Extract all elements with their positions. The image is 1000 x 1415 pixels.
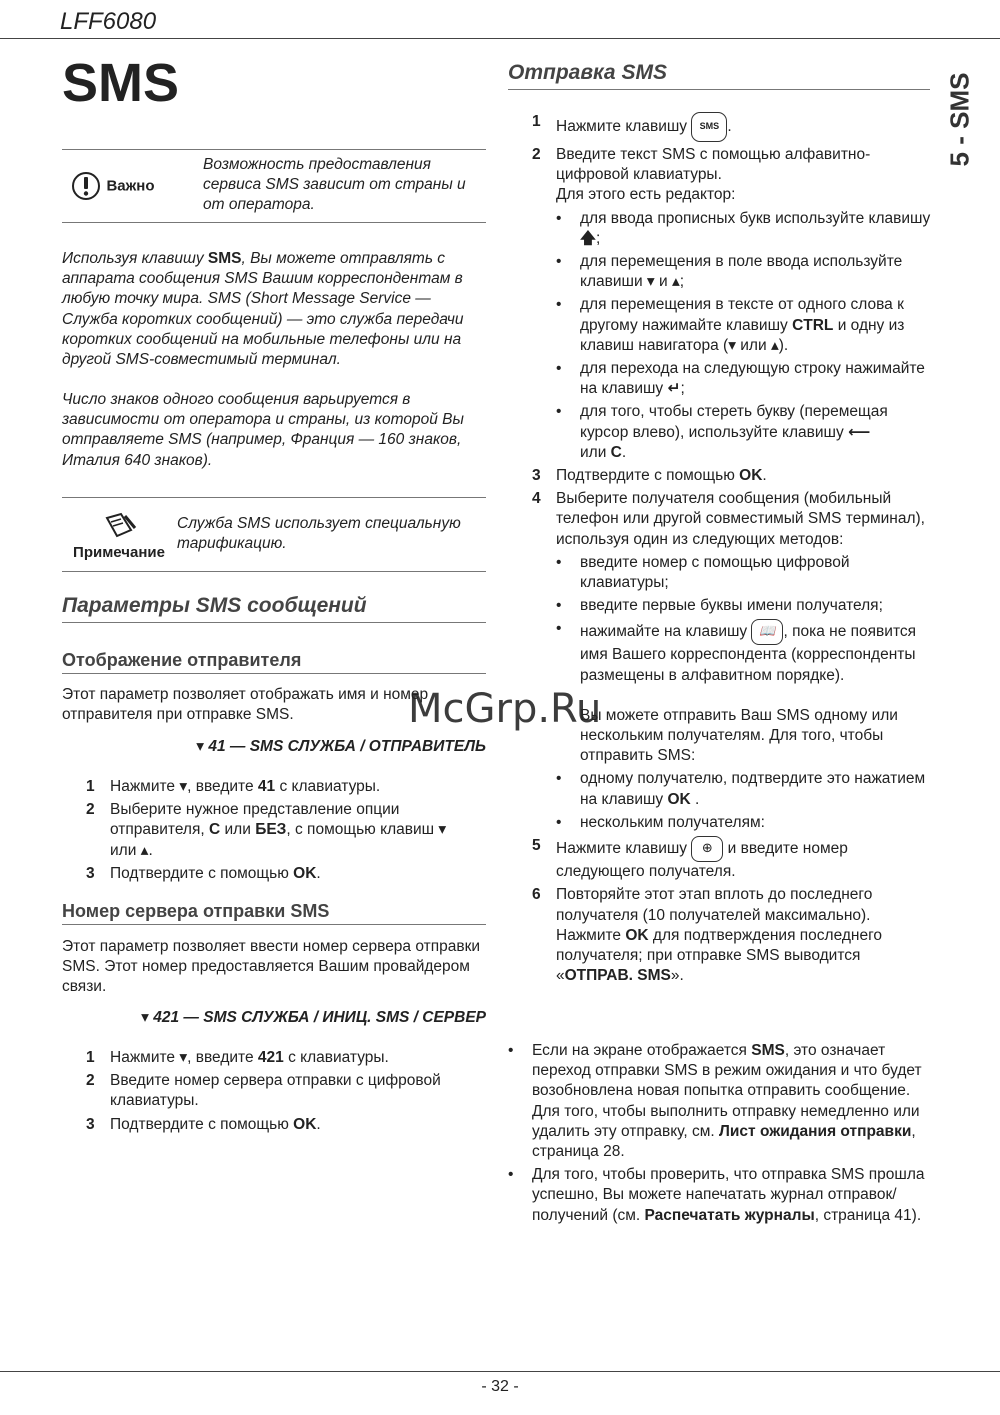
server-title: Номер сервера отправки SMS xyxy=(62,901,330,921)
important-rule-bottom xyxy=(62,222,486,223)
intro-paragraph: Используя клавишу SMS, Вы можете отправлять с аппарата сообщения SMS Вашим корреспондентам в любую точку мира. SMS (Short Message Service — Служба коротких сообщений) — это служба передачи коротких сообщений на мобильные телефоны или на другой SMS-совместимый терминал. xyxy=(62,250,464,369)
queue-link[interactable]: Лист ожидания отправки xyxy=(719,1122,912,1140)
chapter-tab-label: 5 - SMS xyxy=(944,72,975,167)
warning-icon xyxy=(70,170,102,202)
watermark: McGrp.Ru xyxy=(408,686,602,732)
send-step-3: 3 Подтвердите с помощью OK. xyxy=(532,467,767,485)
sender-steps xyxy=(86,777,486,884)
editor-bullet-1: • для ввода прописных букв используйте клавишу 🡅; xyxy=(556,209,931,247)
important-label-box xyxy=(70,170,200,200)
nav-down-icon: ▾ xyxy=(438,821,447,839)
note-rule-bottom xyxy=(62,571,486,572)
enter-icon: ↵ xyxy=(667,380,681,398)
send-steps xyxy=(532,112,932,986)
note-text: Служба SMS использует специальную тарификацию. xyxy=(177,515,461,553)
send-note-1: • Если на экране отображается SMS, это означает переход отправки SMS в режим ожидания и что будет возобновлена новая попытка отправить сообщение. Для того, чтобы выполнить отправку немедленно или удалить эту отправку, см. Лист ожидания отправки, страница 28. xyxy=(508,1042,922,1161)
note-label: Примечание xyxy=(73,544,165,561)
server-rule xyxy=(62,924,486,925)
server-desc: Этот параметр позволяет ввести номер сервера отправки SMS. Этот номер предоставляется Вашим провайдером связи. xyxy=(62,938,481,996)
recipient-bullet-1: • введите номер с помощью цифровой клавиатуры; xyxy=(556,553,850,592)
recipient-paragraph: Вы можете отправить Ваш SMS одному или нескольким получателям. Для того, чтобы отправить SMS: xyxy=(580,706,898,765)
sender-rule xyxy=(62,673,486,674)
server-step-1: 1 Нажмите ▾, введите 421 с клавиатуры. xyxy=(86,1049,389,1066)
sender-desc: Этот параметр позволяет отображать имя и номер отправителя при отправке SMS. xyxy=(62,686,429,724)
note-icon xyxy=(99,510,139,544)
sender-menu-path: ▾ 41 — SMS СЛУЖБА / ОТПРАВИТЕЛЬ xyxy=(196,738,486,755)
editor-bullet-3: • для перемещения в тексте от одного слова к другому нажимайте клавишу CTRL и одну из клавиш навигатора (▾ или ▴). xyxy=(556,296,905,354)
nav-down-icon: ▾ xyxy=(728,336,736,354)
params-rule xyxy=(62,622,486,623)
sms-key-icon: SMS xyxy=(691,112,727,142)
nav-up-icon: ▴ xyxy=(140,841,149,859)
document-model: LFF6080 xyxy=(60,8,157,35)
nav-up-icon: ▴ xyxy=(671,273,680,291)
important-text: Возможность предоставления сервиса SMS зависит от страны и от оператора. xyxy=(203,156,466,214)
server-steps xyxy=(86,1048,486,1135)
page-title: SMS xyxy=(62,53,180,113)
header-rule xyxy=(0,38,1000,39)
server-step-3: 3 Подтвердите с помощью OK. xyxy=(86,1115,321,1133)
nav-down-icon: ▾ xyxy=(179,778,188,795)
editor-bullet-5: • для того, чтобы стереть букву (перемещая курсор влево), используйте клавишу ⟵ или C. xyxy=(556,403,888,461)
server-step-2: 2 Введите номер сервера отправки с цифровой клавиатуры. xyxy=(86,1072,441,1110)
send-step-1: 1 Нажмите клавишу SMS . xyxy=(532,112,932,142)
send-step-2: 2 Введите текст SMS с помощью алфавитно-цифровой клавиатуры. Для этого есть редактор: • для ввода прописных букв используйте клавишу 🡅; • для перемещения в поле ввода используйте клавиши ▾ и ▴; • для перемещения в тексте от одного слова к другому нажимайте клавишу CTRL и одну из клавиш навигатора (▾ или ▴). • для перехода на следующую строку нажимайте на клавишу ↵; • для того, чтобы стереть букву (перемещая курсор влево), используйте клавишу ⟵ или C. xyxy=(532,145,932,463)
backspace-icon: ⟵ xyxy=(848,423,871,441)
recipient-option-2: • нескольким получателям: xyxy=(556,813,765,831)
important-rule-top xyxy=(62,149,486,150)
editor-bullet-4: • для перехода на следующую строку нажимайте на клавишу ↵; xyxy=(556,360,925,398)
page-number: - 32 - xyxy=(481,1378,519,1395)
add-recipient-key-icon: ⊕ xyxy=(691,836,723,862)
recipient-option-1: • одному получателю, подтвердите это нажатием на клавишу OK . xyxy=(556,770,926,808)
params-section-title: Параметры SMS сообщений xyxy=(62,594,367,617)
nav-down-icon: ▾ xyxy=(179,1049,188,1066)
recipient-bullet-3: • нажимайте на клавишу 📖 , пока не появится имя Вашего корреспондента (корреспонденты размещены в алфавитном порядке). xyxy=(556,620,917,684)
send-section-title: Отправка SMS xyxy=(508,61,667,84)
footer-rule xyxy=(0,1371,1000,1372)
sender-step-1: 1 Нажмите ▾, введите 41 с клавиатуры. xyxy=(86,778,381,795)
sender-title: Отображение отправителя xyxy=(62,650,302,670)
chapter-tab xyxy=(930,62,990,182)
nav-up-icon: ▴ xyxy=(770,336,779,354)
intro-paragraph-2: Число знаков одного сообщения варьируется в зависимости от оператора и страны, из которой Вы отправляете SMS (например, Франция — 160 знаков, Италия 640 знаков). xyxy=(62,391,464,469)
note-rule-top xyxy=(62,497,486,498)
sender-step-3: 3 Подтвердите с помощью OK. xyxy=(86,864,321,882)
send-step-6: 6 Повторяйте этот этап вплоть до последнего получателя (10 получателей максимально). Нажмите OK для подтверждения последнего получателя; при отправке SMS выводится «ОТПРАВ. SMS». xyxy=(532,886,883,985)
shift-icon: 🡅 xyxy=(580,229,596,247)
nav-down-icon: ▾ xyxy=(141,1009,149,1026)
recipient-bullet-2: • введите первые буквы имени получателя; xyxy=(556,597,883,615)
send-notes xyxy=(508,1041,928,1226)
print-logs-link[interactable]: Распечатать журналы xyxy=(644,1206,815,1224)
important-label: Важно xyxy=(106,177,155,195)
send-rule xyxy=(508,89,930,90)
nav-down-icon: ▾ xyxy=(646,273,655,291)
server-menu-path: ▾ 421 — SMS СЛУЖБА / ИНИЦ. SMS / СЕРВЕР xyxy=(141,1009,486,1026)
nav-down-icon: ▾ xyxy=(196,738,205,755)
send-step-5: 5 Нажмите клавишу ⊕ и введите номер следующего получателя. xyxy=(532,837,848,881)
editor-bullet-2: • для перемещения в поле ввода используйте клавиши ▾ и ▴; xyxy=(556,253,903,291)
directory-key-icon: 📖 xyxy=(751,619,783,645)
send-step-4: 4 Выберите получателя сообщения (мобильный телефон или другой совместимый SMS терминал), используя один из следующих методов: • введите номер с помощью цифровой клавиатуры; • введите первые буквы имени получателя; • нажимайте на клавишу 📖 , пока не появится имя Вашего корреспондента (корреспонденты размещены в алфавитном порядке). Вы можете отправить Ваш SMS одному или нескольким получателям. Для того, чтобы отправить SMS: • одному получателю, подтвердите это нажатием на клавишу OK . • нескольким получателям: xyxy=(532,489,932,833)
note-label-box xyxy=(64,510,174,561)
send-note-2: • Для того, чтобы проверить, что отправка SMS прошла успешно, Вы можете напечатать журнал отправок/получений (см. Распечатать журналы, страница 41). xyxy=(508,1166,925,1224)
sender-step-2: 2 Выберите нужное представление опции отправителя, С или БЕЗ, с помощью клавиш ▾ или ▴. xyxy=(86,801,447,859)
